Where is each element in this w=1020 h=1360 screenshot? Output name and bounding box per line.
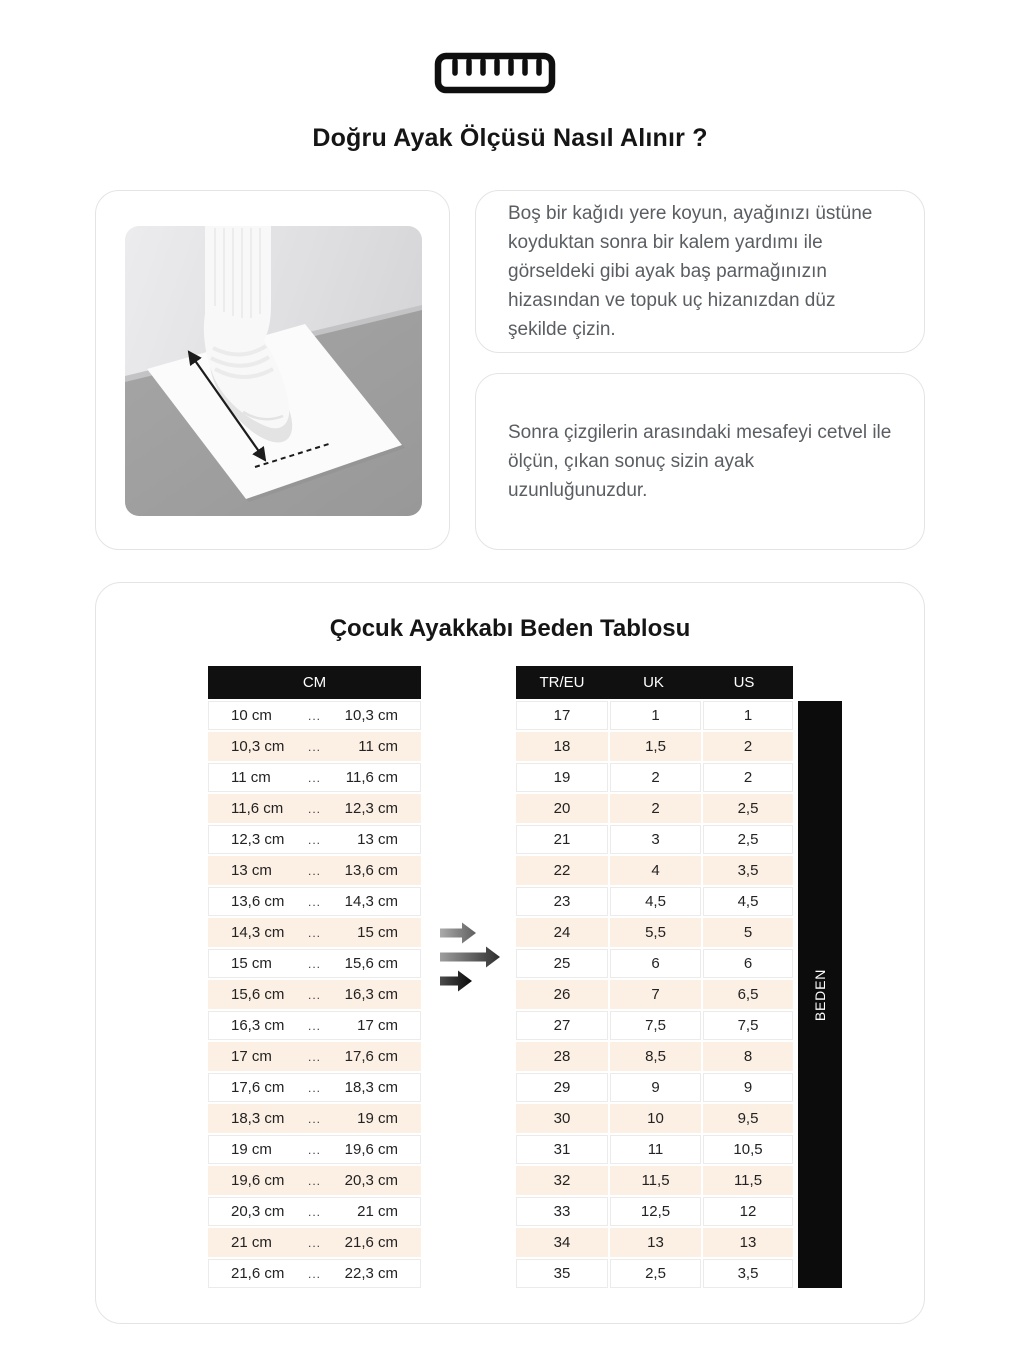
cm-to-value: 11,6 cm [345, 769, 398, 786]
size-chart-card [95, 582, 925, 1324]
us-cell: 11,5 [703, 1166, 793, 1195]
size-row [516, 980, 793, 1009]
size-row [516, 1135, 793, 1164]
cm-to-value: 19,6 cm [344, 1141, 398, 1158]
cm-from-value: 10 cm [231, 707, 272, 724]
size-row [516, 1073, 793, 1102]
cm-range-row [208, 980, 421, 1009]
us-cell: 1 [703, 701, 793, 730]
cm-to-value: 22,3 cm [344, 1265, 398, 1282]
instruction-step2-text: Sonra çizgilerin arasındaki mesafeyi cetvel ile ölçün, çıkan sonuç sizin ayak uzunluğunuzdur. [508, 422, 892, 501]
instruction-card-1 [475, 190, 925, 353]
size-row [516, 732, 793, 761]
foot-measure-photo [125, 226, 422, 516]
cm-range-row [208, 1228, 421, 1257]
us-cell: 8 [703, 1042, 793, 1071]
cm-to-value: 16,3 cm [344, 986, 398, 1003]
uk-cell: 8,5 [610, 1042, 701, 1071]
cm-from-value: 17,6 cm [231, 1079, 285, 1096]
uk-cell: 2 [610, 763, 701, 792]
cm-from-value: 15,6 cm [231, 986, 285, 1003]
uk-cell: 7,5 [610, 1011, 701, 1040]
transfer-arrows-icon [438, 921, 506, 993]
cm-from-value: 20,3 cm [231, 1203, 285, 1220]
size-row [516, 1011, 793, 1040]
size-table-header [516, 666, 793, 699]
us-cell: 13 [703, 1228, 793, 1257]
cm-to-value: 12,3 cm [344, 800, 398, 817]
cm-to-value: 13,6 cm [344, 862, 398, 879]
range-dots: ... [307, 739, 321, 754]
us-cell: 6 [703, 949, 793, 978]
uk-cell: 3 [610, 825, 701, 854]
cm-to-value: 21,6 cm [344, 1234, 398, 1251]
tr-eu-cell: 31 [516, 1135, 608, 1164]
range-dots: ... [307, 863, 321, 878]
range-dots: ... [307, 801, 321, 816]
uk-cell: 4 [610, 856, 701, 885]
cm-from-value: 13 cm [231, 862, 272, 879]
range-dots: ... [307, 1235, 321, 1250]
cm-from-value: 12,3 cm [231, 831, 285, 848]
size-row [516, 1228, 793, 1257]
us-cell: 6,5 [703, 980, 793, 1009]
cm-from-value: 18,3 cm [231, 1110, 285, 1127]
uk-cell: 12,5 [610, 1197, 701, 1226]
tr-eu-cell: 21 [516, 825, 608, 854]
tr-eu-column-header: TR/EU [539, 674, 585, 691]
tr-eu-cell: 23 [516, 887, 608, 916]
cm-range-row [208, 763, 421, 792]
size-row [516, 1042, 793, 1071]
cm-range-row [208, 1259, 421, 1288]
range-dots: ... [307, 1080, 321, 1095]
tr-eu-cell: 30 [516, 1104, 608, 1133]
range-dots: ... [307, 925, 321, 940]
cm-range-row [208, 1011, 421, 1040]
cm-from-value: 14,3 cm [231, 924, 285, 941]
uk-cell: 11,5 [610, 1166, 701, 1195]
cm-range-row [208, 1135, 421, 1164]
us-cell: 12 [703, 1197, 793, 1226]
tr-eu-cell: 28 [516, 1042, 608, 1071]
tr-eu-cell: 27 [516, 1011, 608, 1040]
cm-to-value: 17,6 cm [344, 1048, 398, 1065]
ruler-icon [434, 52, 556, 94]
range-dots: ... [307, 832, 321, 847]
page-title: Doğru Ayak Ölçüsü Nasıl Alınır ? [312, 124, 708, 152]
uk-cell: 10 [610, 1104, 701, 1133]
cm-to-value: 13 cm [357, 831, 398, 848]
cm-range-row [208, 1166, 421, 1195]
range-dots: ... [307, 770, 321, 785]
size-row [516, 949, 793, 978]
size-table-body [516, 701, 793, 1288]
size-row [516, 794, 793, 823]
range-dots: ... [307, 1173, 321, 1188]
cm-from-value: 19,6 cm [231, 1172, 285, 1189]
beden-side-label: BEDEN [812, 968, 829, 1021]
size-row [516, 887, 793, 916]
size-row [516, 1166, 793, 1195]
us-cell: 9 [703, 1073, 793, 1102]
size-row [516, 1197, 793, 1226]
cm-to-value: 21 cm [357, 1203, 398, 1220]
range-dots: ... [307, 1266, 321, 1281]
uk-cell: 1 [610, 701, 701, 730]
tr-eu-cell: 34 [516, 1228, 608, 1257]
cm-from-value: 13,6 cm [231, 893, 285, 910]
uk-column-header: UK [643, 674, 664, 691]
cm-from-value: 21 cm [231, 1234, 272, 1251]
uk-cell: 13 [610, 1228, 701, 1257]
tr-eu-cell: 25 [516, 949, 608, 978]
us-column-header: US [733, 674, 755, 691]
instruction-step1-text: Boş bir kağıdı yere koyun, ayağınızı üstüne koyduktan sonra bir kalem yardımı ile görseldeki gibi ayak baş parmağınızın hizasından ve topuk uç hizanızdan düz şekilde çizin. [508, 203, 873, 340]
cm-to-value: 15,6 cm [344, 955, 398, 972]
cm-from-value: 17 cm [231, 1048, 272, 1065]
tr-eu-cell: 33 [516, 1197, 608, 1226]
cm-range-row [208, 949, 421, 978]
tr-eu-cell: 22 [516, 856, 608, 885]
tr-eu-cell: 35 [516, 1259, 608, 1288]
tr-eu-cell: 19 [516, 763, 608, 792]
shoe-size-table [516, 666, 793, 1290]
cm-from-value: 21,6 cm [231, 1265, 285, 1282]
uk-cell: 2,5 [610, 1259, 701, 1288]
uk-cell: 4,5 [610, 887, 701, 916]
cm-range-row [208, 887, 421, 916]
range-dots: ... [307, 1111, 321, 1126]
cm-range-row [208, 1073, 421, 1102]
size-row [516, 1104, 793, 1133]
cm-range-row [208, 701, 421, 730]
us-cell: 2 [703, 732, 793, 761]
us-cell: 3,5 [703, 856, 793, 885]
cm-table-body [208, 701, 421, 1288]
foot-on-paper-illustration [125, 226, 422, 516]
us-cell: 3,5 [703, 1259, 793, 1288]
cm-range-table [208, 666, 421, 1290]
range-dots: ... [307, 1018, 321, 1033]
beden-side-bar [798, 701, 842, 1288]
cm-to-value: 10,3 cm [344, 707, 398, 724]
size-row [516, 701, 793, 730]
cm-to-value: 19 cm [357, 1110, 398, 1127]
range-dots: ... [307, 987, 321, 1002]
us-cell: 9,5 [703, 1104, 793, 1133]
cm-from-value: 15 cm [231, 955, 272, 972]
cm-from-value: 11 cm [231, 769, 271, 786]
us-cell: 10,5 [703, 1135, 793, 1164]
range-dots: ... [307, 1204, 321, 1219]
cm-range-row [208, 825, 421, 854]
instruction-card-2 [475, 373, 925, 550]
size-row [516, 1259, 793, 1288]
cm-to-value: 18,3 cm [344, 1079, 398, 1096]
cm-range-row [208, 918, 421, 947]
cm-range-row [208, 794, 421, 823]
cm-to-value: 14,3 cm [344, 893, 398, 910]
us-cell: 2,5 [703, 794, 793, 823]
uk-cell: 6 [610, 949, 701, 978]
uk-cell: 5,5 [610, 918, 701, 947]
us-cell: 5 [703, 918, 793, 947]
cm-to-value: 17 cm [357, 1017, 398, 1034]
uk-cell: 1,5 [610, 732, 701, 761]
cm-range-row [208, 1197, 421, 1226]
size-row [516, 918, 793, 947]
range-dots: ... [307, 1142, 321, 1157]
cm-to-value: 20,3 cm [344, 1172, 398, 1189]
cm-range-row [208, 732, 421, 761]
tr-eu-cell: 18 [516, 732, 608, 761]
cm-range-row [208, 1042, 421, 1071]
us-cell: 2 [703, 763, 793, 792]
uk-cell: 7 [610, 980, 701, 1009]
cm-range-row [208, 1104, 421, 1133]
range-dots: ... [307, 1049, 321, 1064]
uk-cell: 9 [610, 1073, 701, 1102]
us-cell: 4,5 [703, 887, 793, 916]
tr-eu-cell: 29 [516, 1073, 608, 1102]
tr-eu-cell: 32 [516, 1166, 608, 1195]
range-dots: ... [307, 708, 321, 723]
cm-to-value: 15 cm [357, 924, 398, 941]
tr-eu-cell: 20 [516, 794, 608, 823]
size-row [516, 825, 793, 854]
cm-from-value: 19 cm [231, 1141, 272, 1158]
tr-eu-cell: 17 [516, 701, 608, 730]
uk-cell: 11 [610, 1135, 701, 1164]
us-cell: 2,5 [703, 825, 793, 854]
cm-table-header: CM [208, 666, 421, 699]
cm-from-value: 11,6 cm [231, 800, 284, 817]
cm-range-row [208, 856, 421, 885]
us-cell: 7,5 [703, 1011, 793, 1040]
range-dots: ... [307, 956, 321, 971]
range-dots: ... [307, 894, 321, 909]
foot-measure-photo-card [95, 190, 450, 550]
tr-eu-cell: 24 [516, 918, 608, 947]
uk-cell: 2 [610, 794, 701, 823]
size-row [516, 763, 793, 792]
tr-eu-cell: 26 [516, 980, 608, 1009]
cm-from-value: 16,3 cm [231, 1017, 285, 1034]
size-chart-title: Çocuk Ayakkabı Beden Tablosu [329, 615, 691, 642]
size-row [516, 856, 793, 885]
cm-to-value: 11 cm [358, 738, 398, 755]
cm-from-value: 10,3 cm [231, 738, 285, 755]
